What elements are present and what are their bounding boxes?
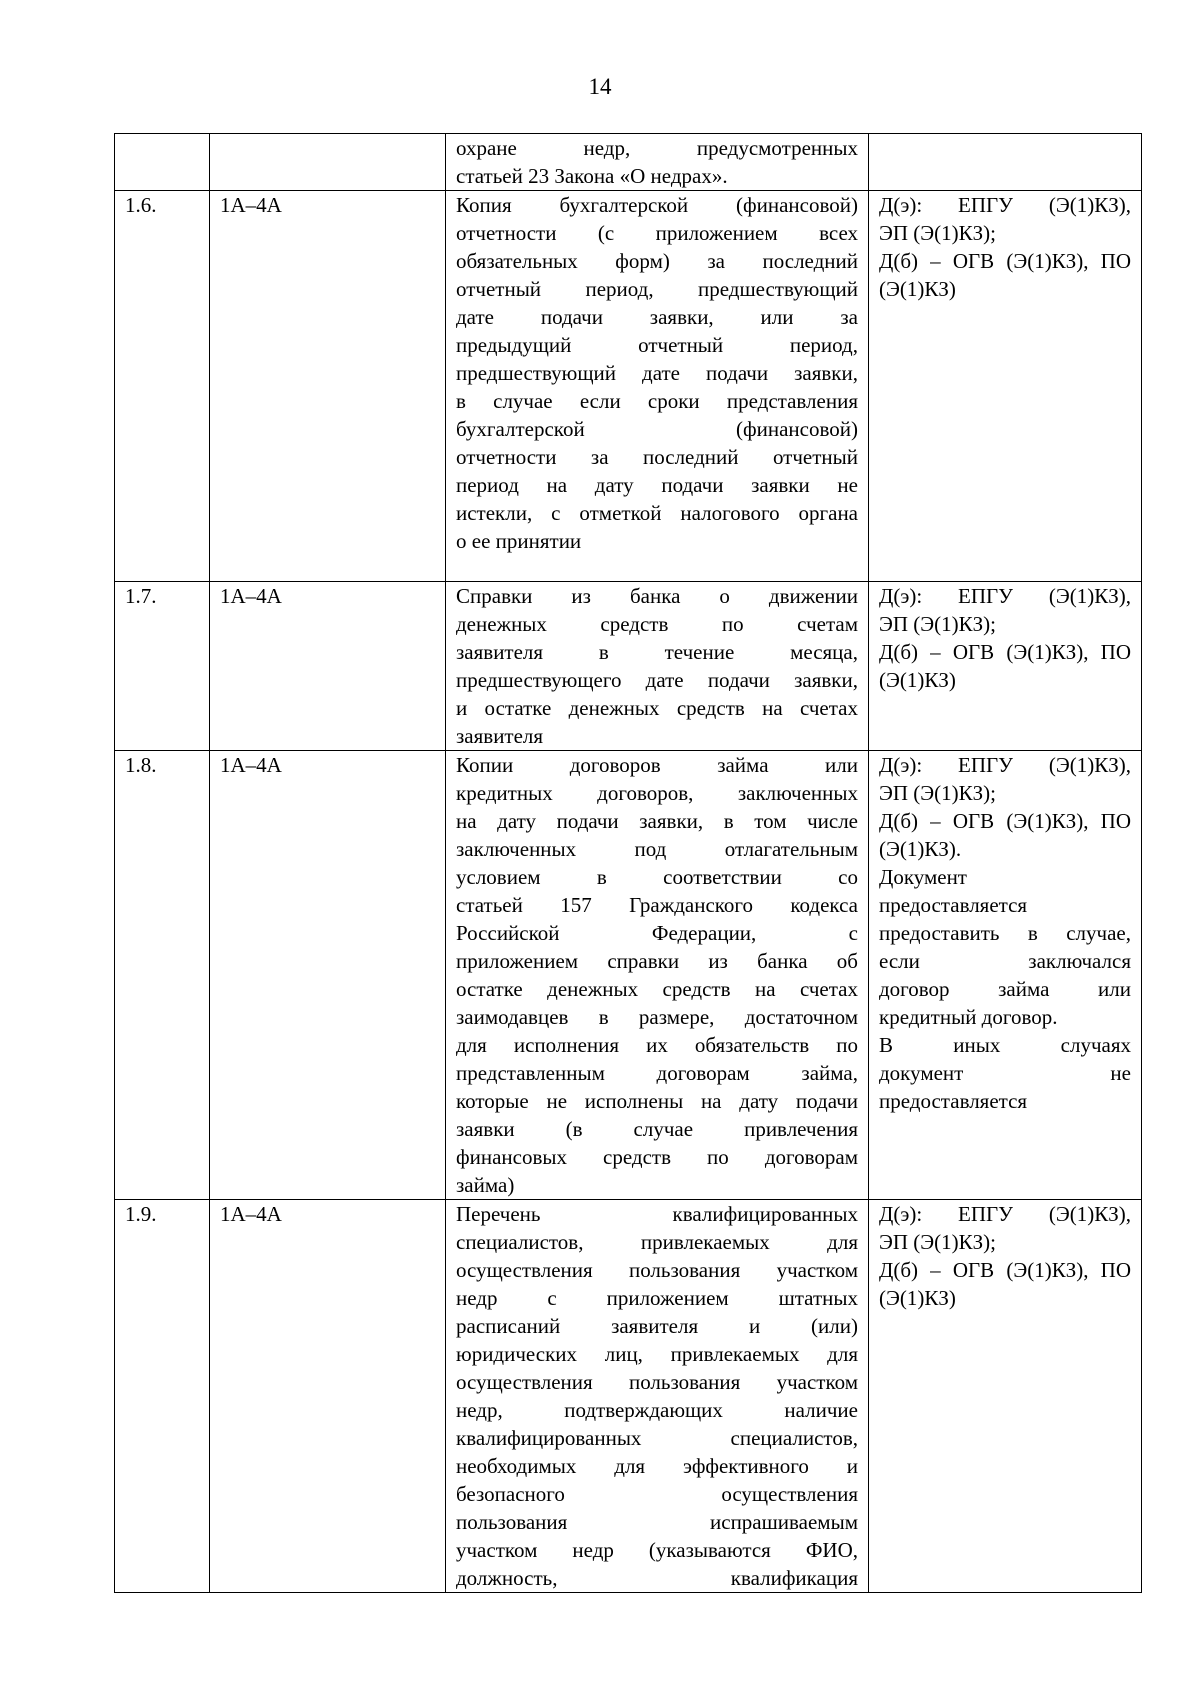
description-line: отчетности за последний отчетный (456, 445, 858, 469)
documents-table (114, 133, 1142, 1593)
description-line: юридических лиц, привлекаемых для (456, 1342, 858, 1366)
submission-line: ЭП (Э(1)КЗ); (879, 221, 996, 245)
description-line: и остатке денежных средств на счетах (456, 696, 858, 720)
table-row (115, 751, 1142, 1200)
submission-method-cell (869, 582, 1142, 751)
submission-line: предоставляется (879, 1089, 1028, 1113)
description-line: дате подачи заявки, или за (456, 305, 858, 329)
table-row (115, 582, 1142, 751)
description-line: для исполнения их обязательств по (456, 1033, 858, 1057)
description-line: должность, квалификация (456, 1566, 858, 1590)
description-line: которые не исполнены на дату подачи (456, 1089, 858, 1113)
description-line: специалистов, привлекаемых для (456, 1230, 858, 1254)
description-line: пользования испрашиваемым (456, 1510, 858, 1534)
submission-line: Д(э): ЕПГУ (Э(1)КЗ), (879, 193, 1131, 217)
description-line: заявки (в случае привлечения (456, 1117, 858, 1141)
description-line: обязательных форм) за последний (456, 249, 858, 273)
submission-line: (Э(1)КЗ). (879, 837, 962, 861)
description-line: истекли, с отметкой налогового органа (456, 501, 858, 525)
description-line: представленным договорам займа, (456, 1061, 858, 1085)
submission-line: Д(б) – ОГВ (Э(1)КЗ), ПО (879, 809, 1131, 833)
submission-method-cell (869, 1200, 1142, 1593)
applicant-category-cell (210, 134, 446, 191)
description-line: расписаний заявителя и (или) (456, 1314, 858, 1338)
document-description-cell (446, 1200, 869, 1593)
row-number-cell: 1.6. (115, 191, 210, 582)
submission-method-cell (869, 134, 1142, 191)
submission-line: Д(э): ЕПГУ (Э(1)КЗ), (879, 753, 1131, 777)
submission-line: Документ (879, 865, 967, 889)
row-number-cell: 1.8. (115, 751, 210, 1200)
description-line: недр с приложением штатных (456, 1286, 858, 1310)
submission-line: В иных случаях (879, 1033, 1131, 1057)
applicant-category-cell: 1А–4А (210, 582, 446, 751)
submission-line: документ не (879, 1061, 1131, 1085)
description-line: заявителя (456, 724, 544, 748)
description-line: на дату подачи заявки, в том числе (456, 809, 858, 833)
submission-line: ЭП (Э(1)КЗ); (879, 612, 996, 636)
submission-line: ЭП (Э(1)КЗ); (879, 1230, 996, 1254)
description-line: Копия бухгалтерской (финансовой) (456, 193, 858, 217)
submission-line: (Э(1)КЗ) (879, 668, 956, 692)
submission-line: если заключался (879, 949, 1131, 973)
description-line: участком недр (указываются ФИО, (456, 1538, 858, 1562)
description-line: необходимых для эффективного и (456, 1454, 858, 1478)
description-line: остатке денежных средств на счетах (456, 977, 858, 1001)
table-body (115, 134, 1142, 1593)
description-line: Российской Федерации, с (456, 921, 858, 945)
description-line: отчетности (с приложением всех (456, 221, 858, 245)
description-line: статьей 23 Закона «О недрах». (456, 164, 728, 188)
table-row (115, 1200, 1142, 1593)
description-line: о ее принятии (456, 529, 582, 553)
description-line: безопасного осуществления (456, 1482, 858, 1506)
description-line: предшествующего дате подачи заявки, (456, 668, 858, 692)
submission-line: предоставляется (879, 893, 1028, 917)
description-line: заключенных под отлагательным (456, 837, 858, 861)
submission-line: Д(б) – ОГВ (Э(1)КЗ), ПО (879, 1258, 1131, 1282)
submission-line: договор займа или (879, 977, 1131, 1001)
submission-line: Д(э): ЕПГУ (Э(1)КЗ), (879, 584, 1131, 608)
description-line: условием в соответствии со (456, 865, 858, 889)
description-line: недр, подтверждающих наличие (456, 1398, 858, 1422)
description-line: охране недр, предусмотренных (456, 136, 858, 160)
applicant-category-cell: 1А–4А (210, 191, 446, 582)
table-row (115, 191, 1142, 582)
description-line: предшествующий дате подачи заявки, (456, 361, 858, 385)
page-number: 14 (588, 74, 612, 99)
description-line: осуществления пользования участком (456, 1370, 858, 1394)
submission-method-cell (869, 751, 1142, 1200)
document-description-cell (446, 582, 869, 751)
description-line: финансовых средств по договорам (456, 1145, 858, 1169)
description-line: Копии договоров займа или (456, 753, 858, 777)
submission-line: предоставить в случае, (879, 921, 1131, 945)
row-number-cell (115, 134, 210, 191)
applicant-category-cell: 1А–4А (210, 751, 446, 1200)
applicant-category-cell: 1А–4А (210, 1200, 446, 1593)
description-line: Перечень квалифицированных (456, 1202, 858, 1226)
description-line: заимодавцев в размере, достаточном (456, 1005, 858, 1029)
row-number-cell: 1.7. (115, 582, 210, 751)
description-line: статьей 157 Гражданского кодекса (456, 893, 858, 917)
table-row (115, 134, 1142, 191)
document-description-cell (446, 134, 869, 191)
submission-line: Д(э): ЕПГУ (Э(1)КЗ), (879, 1202, 1131, 1226)
submission-method-cell (869, 191, 1142, 582)
submission-line: ЭП (Э(1)КЗ); (879, 781, 996, 805)
description-line: займа) (456, 1173, 515, 1197)
description-line: кредитных договоров, заключенных (456, 781, 858, 805)
description-line: заявителя в течение месяца, (456, 640, 858, 664)
description-line: денежных средств по счетам (456, 612, 858, 636)
description-line: квалифицированных специалистов, (456, 1426, 858, 1450)
description-line: период на дату подачи заявки не (456, 473, 858, 497)
submission-line: Д(б) – ОГВ (Э(1)КЗ), ПО (879, 249, 1131, 273)
description-line: Справки из банка о движении (456, 584, 858, 608)
document-description-cell (446, 191, 869, 582)
submission-line: кредитный договор. (879, 1005, 1058, 1029)
description-line: осуществления пользования участком (456, 1258, 858, 1282)
description-line: отчетный период, предшествующий (456, 277, 858, 301)
row-number-cell: 1.9. (115, 1200, 210, 1593)
description-line: в случае если сроки представления (456, 389, 858, 413)
submission-line: (Э(1)КЗ) (879, 1286, 956, 1310)
description-line: предыдущий отчетный период, (456, 333, 858, 357)
description-line: бухгалтерской (финансовой) (456, 417, 858, 441)
description-line: приложением справки из банка об (456, 949, 858, 973)
submission-line: Д(б) – ОГВ (Э(1)КЗ), ПО (879, 640, 1131, 664)
document-description-cell (446, 751, 869, 1200)
submission-line: (Э(1)КЗ) (879, 277, 956, 301)
